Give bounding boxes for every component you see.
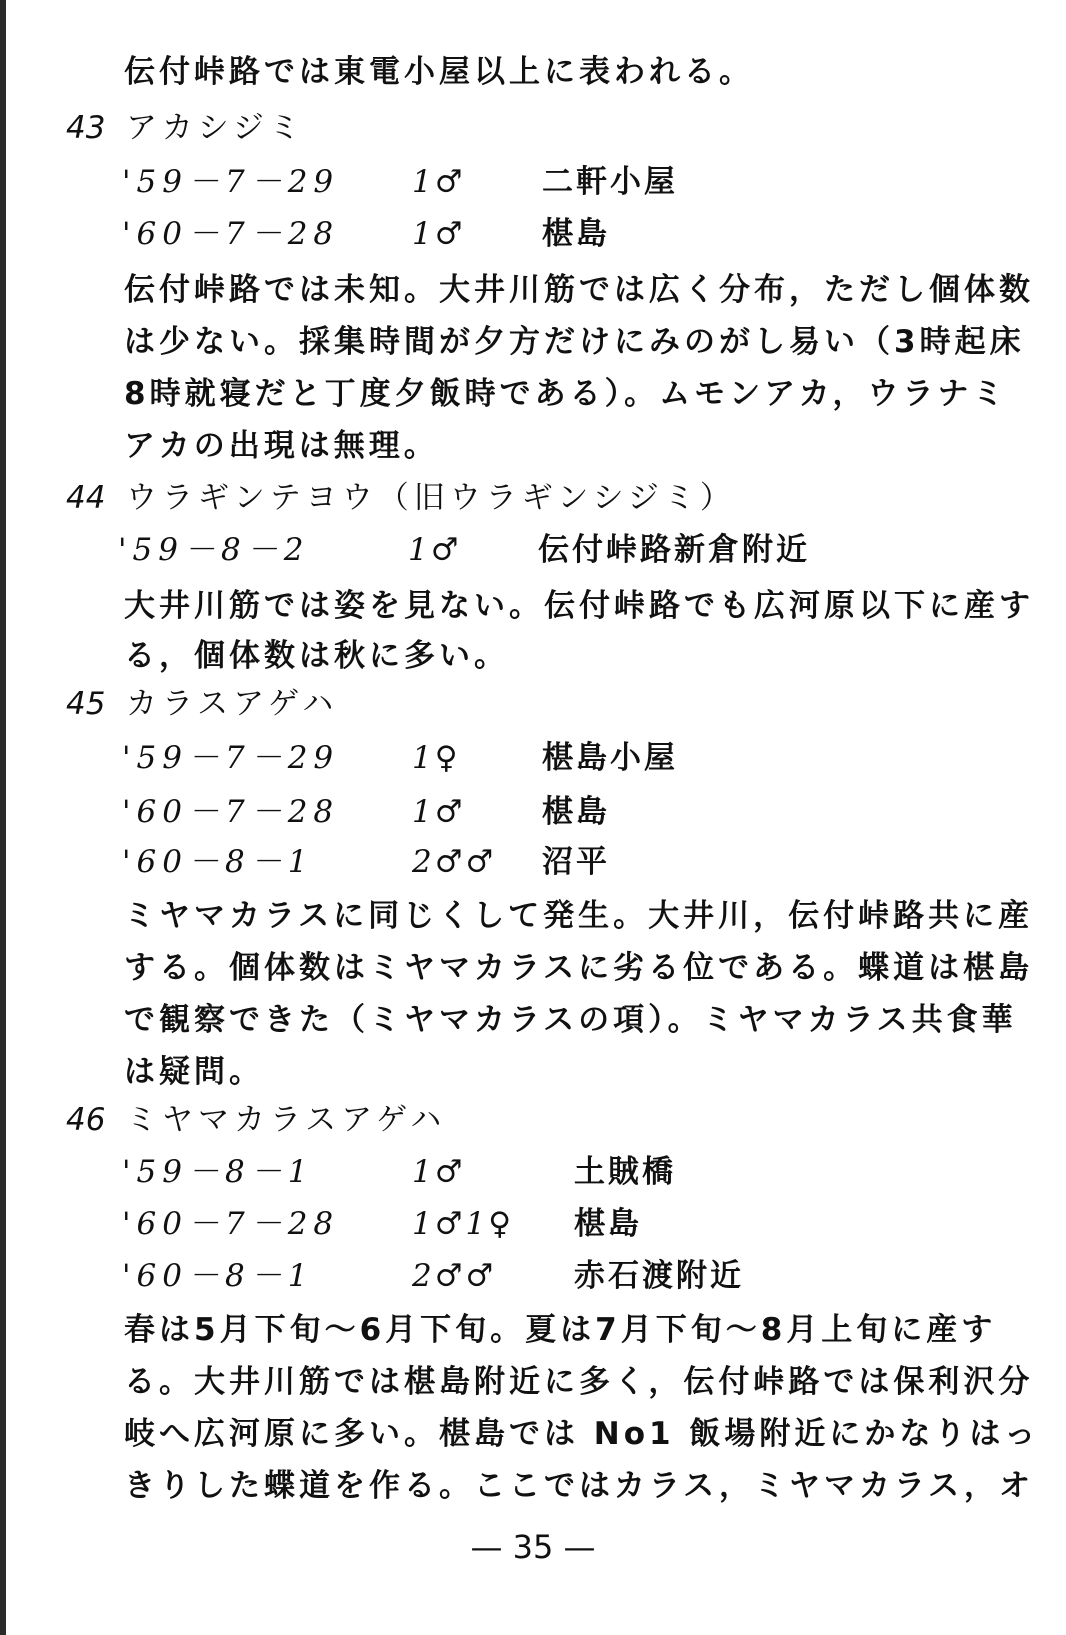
species-heading-46 (66, 1100, 446, 1140)
text-line: ミヤマカラスに同じくして発生。大井川，伝付峠路共に産 (124, 898, 1034, 934)
species-heading-43 (66, 108, 305, 148)
record-count: 1♂ (412, 216, 466, 252)
record-locality: 二軒小屋 (542, 164, 678, 200)
species-heading-45 (66, 684, 338, 724)
text-line: 岐へ広河原に多い。椹島では No1 飯場附近にかなりはっ (124, 1416, 1040, 1452)
text-line: る。大井川筋では椹島附近に多く，伝付峠路では保利沢分 (124, 1364, 1034, 1400)
record-locality: 伝付峠路新倉附近 (538, 532, 810, 568)
record-count: 2♂♂ (412, 844, 497, 880)
text-line: る，個体数は秋に多い。 (124, 638, 509, 674)
record-date: '60－8－1 (122, 1258, 314, 1294)
record-locality: 椹島小屋 (542, 740, 678, 776)
species-number: 45 (66, 686, 106, 722)
record-count: 1♂ (408, 532, 462, 568)
record-locality: 椹島 (542, 794, 610, 830)
text-line: アカの出現は無理。 (124, 428, 439, 464)
record-count: 1♂ (412, 794, 466, 830)
record-date: '60－7－28 (122, 794, 340, 830)
record-count: 1♂ (412, 164, 466, 200)
page-number: — 35 — (470, 1528, 596, 1566)
species-name: ウラギンテヨウ（旧ウラギンシジミ） (126, 480, 736, 516)
text-line: は疑問。 (124, 1054, 264, 1090)
record-date: '60－8－1 (122, 844, 314, 880)
species-number: 46 (66, 1102, 106, 1138)
record-date: '59－7－29 (122, 164, 340, 200)
species-name: ミヤマカラスアゲハ (126, 1102, 447, 1138)
species-number: 44 (66, 480, 106, 516)
record-locality: 沼平 (542, 844, 610, 880)
record-date: '59－8－1 (122, 1154, 314, 1190)
text-line: 伝付峠路では未知。大井川筋では広く分布，ただし個体数 (124, 272, 1034, 308)
record-locality: 土賊橋 (574, 1154, 676, 1190)
text-line: 大井川筋では姿を見ない。伝付峠路でも広河原以下に産す (124, 588, 1034, 624)
text-line: 8時就寝だと丁度夕飯時である）。ムモンアカ，ウラナミ (124, 376, 1008, 412)
record-date: '59－7－29 (122, 740, 340, 776)
species-name: カラスアゲハ (126, 686, 339, 722)
record-date: '60－7－28 (122, 216, 340, 252)
species-number: 43 (66, 110, 106, 146)
text-line: 春は5月下旬〜6月下旬。夏は7月下旬〜8月上旬に産す (124, 1312, 997, 1348)
record-count: 1♂1♀ (412, 1206, 514, 1242)
species-name: アカシジミ (126, 110, 305, 146)
record-count: 1♀ (412, 740, 461, 776)
record-count: 2♂♂ (412, 1258, 497, 1294)
text-line: きりした蝶道を作る。ここではカラス，ミヤマカラス，オ (124, 1468, 1034, 1504)
text-line: で観察できた（ミヤマカラスの項）。ミヤマカラス共食華 (124, 1002, 1017, 1038)
text-line: 伝付峠路では東電小屋以上に表われる。 (124, 54, 754, 90)
text-line: する。個体数はミヤマカラスに劣る位である。蝶道は椹島 (124, 950, 1034, 986)
record-count: 1♂ (412, 1154, 466, 1190)
record-date: '60－7－28 (122, 1206, 340, 1242)
record-locality: 椹島 (574, 1206, 642, 1242)
record-locality: 赤石渡附近 (574, 1258, 744, 1294)
species-heading-44 (66, 478, 736, 518)
record-locality: 椹島 (542, 216, 610, 252)
text-line: は少ない。採集時間が夕方だけにみのがし易い（3時起床 (124, 324, 1025, 360)
record-date: '59－8－2 (118, 532, 310, 568)
